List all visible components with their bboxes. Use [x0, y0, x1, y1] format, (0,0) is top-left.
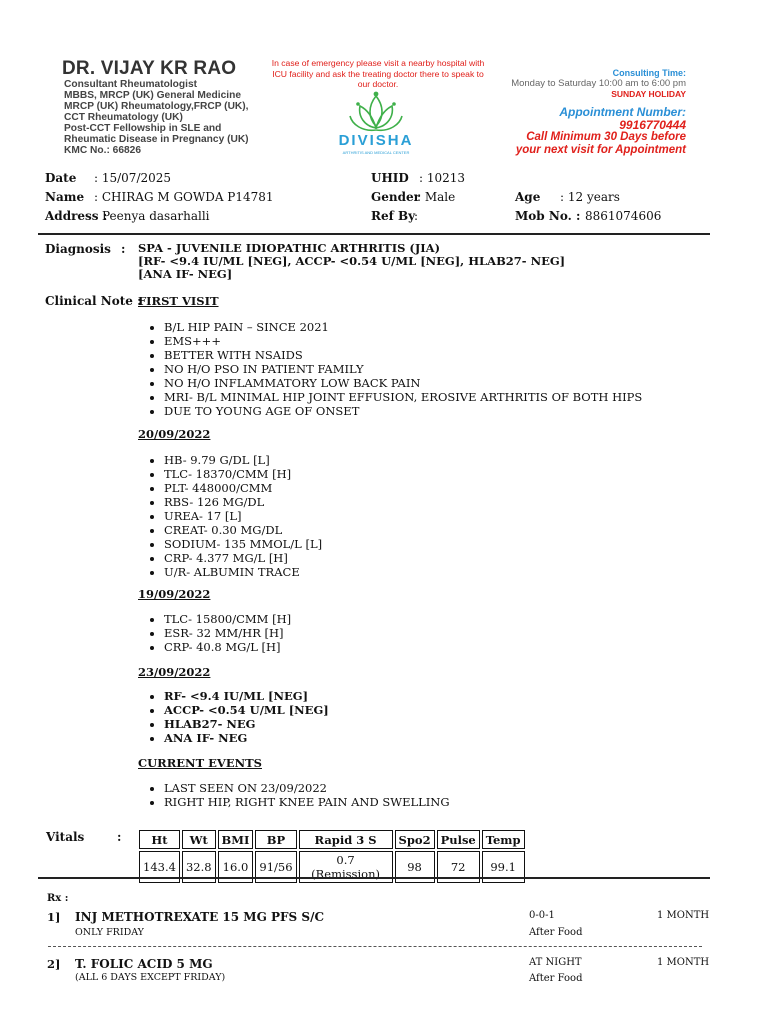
list-item: • NO H/O PSO IN PATIENT FAMILY: [164, 362, 642, 376]
list-item: • HLAB27- NEG: [164, 717, 329, 731]
section-title: CURRENT EVENTS: [138, 756, 262, 770]
divider: [38, 877, 710, 879]
logo-subtext: ARTHRITIS AND MEDICAL CENTER: [342, 150, 410, 155]
list-item: • TLC- 15800/CMM [H]: [164, 612, 291, 626]
list-item: • EMS+++: [164, 334, 642, 348]
uhid-value: : 10213: [419, 171, 466, 185]
list-item: • ANA IF- NEG: [164, 731, 329, 745]
list-item: • B/L HIP PAIN – SINCE 2021: [164, 320, 642, 334]
list-item: • U/R- ALBUMIN TRACE: [164, 565, 322, 579]
vitals-value: 16.0: [218, 851, 254, 883]
logo-text: DIVISHA: [338, 132, 414, 149]
rx-number: 2]: [47, 957, 61, 971]
divider: [38, 233, 710, 235]
qualification-line: CCT Rheumatology (UK): [64, 112, 183, 123]
mob-label: Mob No. :: [515, 209, 581, 223]
section-title: 23/09/2022: [138, 665, 211, 679]
vitals-value: 143.4: [139, 851, 180, 883]
refby-label: Ref By: [371, 209, 416, 223]
list-item: • ACCP- <0.54 U/ML [NEG]: [164, 703, 329, 717]
vitals-header-row: [139, 830, 525, 849]
rx-number: 1]: [47, 910, 61, 924]
list-item: • CRP- 40.8 MG/L [H]: [164, 640, 291, 654]
vitals-colon: :: [117, 830, 122, 844]
vitals-value: 98: [395, 851, 435, 883]
appointment-number: 9916770444: [619, 118, 686, 132]
rx-timing: After Food: [529, 973, 583, 984]
qualification-line: Consultant Rheumatologist: [64, 79, 197, 90]
call-note-line: your next visit for Appointment: [515, 144, 686, 156]
date-label: Date: [45, 171, 77, 185]
rx-drug-name: T. FOLIC ACID 5 MG: [75, 957, 213, 971]
lab-list: [146, 612, 291, 654]
rx-drug-name: INJ METHOTREXATE 15 MG PFS S/C: [75, 910, 324, 924]
vitals-label: Vitals: [46, 830, 85, 844]
section-title: 19/09/2022: [138, 587, 211, 601]
clinical-note-label: Clinical Note :: [45, 294, 142, 308]
vitals-header: Temp: [482, 830, 525, 849]
vitals-value: 72: [437, 851, 480, 883]
vitals-value: 32.8: [182, 851, 216, 883]
name-label: Name: [45, 190, 85, 204]
list-item: • RF- <9.4 IU/ML [NEG]: [164, 689, 329, 703]
first-visit-list: [146, 320, 642, 418]
vitals-header: Ht: [139, 830, 180, 849]
section-title: FIRST VISIT: [138, 294, 219, 308]
vitals-value: 0.7 (Remission): [299, 851, 393, 883]
qualification-line: Post-CCT Fellowship in SLE and: [64, 123, 222, 134]
call-note-line: Call Minimum 30 Days before: [526, 131, 686, 143]
rx-label: Rx :: [47, 893, 69, 904]
consulting-label: Consulting Time:: [612, 68, 686, 78]
vitals-header: Rapid 3 S: [299, 830, 393, 849]
holiday-note: SUNDAY HOLIDAY: [611, 89, 686, 99]
vitals-header: Pulse: [437, 830, 480, 849]
rx-note: ONLY FRIDAY: [75, 927, 144, 938]
list-item: • MRI- B/L MINIMAL HIP JOINT EFFUSION, EROSIVE ARTHRITIS OF BOTH HIPS: [164, 390, 642, 404]
section-title: 20/09/2022: [138, 427, 211, 441]
rx-dose: AT NIGHT: [529, 957, 582, 968]
qualification-line: MBBS, MRCP (UK) General Medicine: [64, 90, 241, 101]
date-value: : 15/07/2025: [94, 171, 172, 185]
address-value: Peenya dasarhalli: [102, 209, 210, 223]
refby-value: :: [414, 209, 419, 223]
dashed-divider: [48, 946, 702, 947]
list-item: • RIGHT HIP, RIGHT KNEE PAIN AND SWELLING: [164, 795, 450, 809]
list-item: • PLT- 448000/CMM: [164, 481, 322, 495]
vitals-header: Wt: [182, 830, 216, 849]
list-item: • CRP- 4.377 MG/L [H]: [164, 551, 322, 565]
list-item: • ESR- 32 MM/HR [H]: [164, 626, 291, 640]
diagnosis-line: [ANA IF- NEG]: [138, 267, 233, 281]
list-item: • LAST SEEN ON 23/09/2022: [164, 781, 450, 795]
list-item: • RBS- 126 MG/DL: [164, 495, 322, 509]
age-value: : 12 years: [560, 190, 620, 204]
qualification-line: Rheumatic Disease in Pregnancy (UK): [64, 134, 249, 145]
diagnosis-colon: :: [121, 242, 126, 256]
vitals-header: Spo2: [395, 830, 435, 849]
rx-dose: 0-0-1: [529, 910, 555, 921]
lab-list: [146, 453, 322, 579]
doctor-name: DR. VIJAY KR RAO: [62, 58, 237, 79]
list-item: • TLC- 18370/CMM [H]: [164, 467, 322, 481]
rx-note: (ALL 6 DAYS EXCEPT FRIDAY): [75, 972, 226, 983]
rx-duration: 1 MONTH: [657, 957, 710, 968]
kmc-number: KMC No.: 66826: [64, 145, 141, 156]
diagnosis-label: Diagnosis: [45, 242, 111, 256]
address-label: Address :: [45, 209, 108, 223]
age-label: Age: [515, 190, 541, 204]
serology-list: [146, 689, 329, 745]
list-item: • BETTER WITH NSAIDS: [164, 348, 642, 362]
call-note: [516, 131, 686, 157]
rx-timing: After Food: [529, 927, 583, 938]
diagnosis-text: [138, 242, 565, 281]
list-item: • UREA- 17 [L]: [164, 509, 322, 523]
qualification-line: MRCP (UK) Rheumatology,FRCP (UK),: [64, 101, 249, 112]
vitals-value: 99.1: [482, 851, 525, 883]
list-item: • HB- 9.79 G/DL [L]: [164, 453, 322, 467]
uhid-label: UHID: [371, 171, 409, 185]
name-value: : CHIRAG M GOWDA P14781: [94, 190, 274, 204]
diagnosis-line: [RF- <9.4 IU/ML [NEG], ACCP- <0.54 U/ML [NEG], HLAB27- NEG]: [138, 254, 566, 268]
list-item: • CREAT- 0.30 MG/DL: [164, 523, 322, 537]
list-item: • DUE TO YOUNG AGE OF ONSET: [164, 404, 642, 418]
current-events-list: [146, 781, 450, 809]
vitals-value: 91/56: [255, 851, 296, 883]
appointment-label: Appointment Number:: [559, 105, 686, 119]
gender-value: : Male: [417, 190, 456, 204]
gender-label: Gender: [371, 190, 420, 204]
consulting-time: Monday to Saturday 10:00 am to 6:00 pm: [511, 78, 686, 89]
vitals-header: BMI: [218, 830, 254, 849]
mob-value: 8861074606: [585, 209, 662, 223]
rx-duration: 1 MONTH: [657, 910, 710, 921]
list-item: • SODIUM- 135 MMOL/L [L]: [164, 537, 322, 551]
list-item: • NO H/O INFLAMMATORY LOW BACK PAIN: [164, 376, 642, 390]
diagnosis-line: SPA - JUVENILE IDIOPATHIC ARTHRITIS (JIA): [138, 241, 441, 255]
emergency-note: In case of emergency please visit a nearby hospital with ICU facility and ask the treating doctor there to speak to our doctor.: [271, 58, 485, 89]
vitals-header: BP: [255, 830, 296, 849]
